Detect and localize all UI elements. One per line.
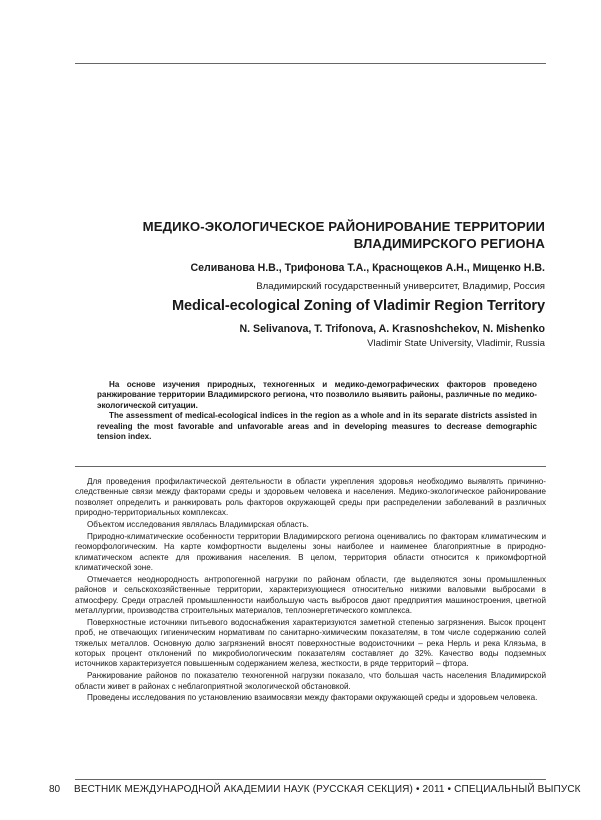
- authors-en: N. Selivanova, T. Trifonova, A. Krasnoshchekov, N. Mishenko: [239, 323, 545, 335]
- article-title-ru: МЕДИКО-ЭКОЛОГИЧЕСКОЕ РАЙОНИРОВАНИЕ ТЕРРИТОРИИ ВЛАДИМИРСКОГО РЕГИОНА: [142, 219, 545, 251]
- affiliation-en: Vladimir State University, Vladimir, Russia: [367, 338, 545, 349]
- body-paragraph: Проведены исследования по установлению взаимосвязи между факторами окружающей среды и здоровьем человека.: [87, 693, 538, 703]
- journal-name: ВЕСТНИК МЕЖДУНАРОДНОЙ АКАДЕМИИ НАУК (РУССКАЯ СЕКЦИЯ) • 2011 • СПЕЦИАЛЬНЫЙ ВЫПУСК: [74, 784, 581, 795]
- page-number: 80: [49, 784, 61, 795]
- body-paragraph: Для проведения профилактической деятельности в области укрепления здоровья необходимо выявлять причинно-следственные связи между факторами среды и здоровьем человека и населения. Медико-экологическое районирование позволяет определить и ранжировать роль факторов окружающей среды при распределении заболеваний в различных природно-территориальных комплексах.: [75, 477, 546, 518]
- abstract-ru: На основе изучения природных, техногенных и медико-демографических факторов проведено ранжирование территории Владимирского региона, что позволило выявить районы, различные по медико-экологической ситуации.: [97, 380, 537, 410]
- affiliation-ru: Владимирский государственный университет, Владимир, Россия: [256, 281, 545, 292]
- abstract: [97, 380, 537, 442]
- header-rule: [75, 63, 546, 64]
- body-paragraph: Ранжирование районов по показателю техногенной нагрузки показало, что большая часть населения Владимирской области живет в районах с неблагоприятной экологической обстановкой.: [75, 671, 546, 691]
- authors-ru: Селиванова Н.В., Трифонова Т.А., Краснощеков А.Н., Мищенко Н.В.: [190, 262, 545, 274]
- body-paragraph: Природно-климатические особенности территории Владимирского региона оценивались по факторам климатическим и геоморфологическим. На карте комфортности выделены зоны наиболее и наименее благоприятные в природно-климатическом аспекте для проживания населения. В целом, территория области относится к прикомфортной климатической зоне.: [75, 531, 546, 572]
- article-body: [75, 477, 546, 705]
- body-paragraph: Поверхностные источники питьевого водоснабжения характеризуются заметной степенью загрязнения. Высок процент проб, не отвечающих гигиеническим нормативам по санитарно-химическим показателям, в том числе содержанию солей тяжелых металлов. Основную долю загрязнений вносят поверхностные водоисточники – река Нерль и река Клязьма, в которых процент отклонений по микробиологическим показателям составляет до 32%. Качество воды подземных источников характеризуется повышенным содержанием железа, жесткости, в ряде территорий – фтора.: [75, 617, 546, 669]
- abstract-en: The assessment of medical-ecological indices in the region as a whole and in its separate districts assisted in revealing the most favorable and unfavorable areas and in developing measures to decrease demographic tension index.: [97, 411, 537, 442]
- body-paragraph: Объектом исследования являлась Владимирская область.: [87, 519, 309, 529]
- footer-rule: [75, 779, 546, 780]
- abstract-rule: [75, 466, 546, 467]
- article-title-en: Medical-ecological Zoning of Vladimir Region Territory: [171, 298, 545, 314]
- body-paragraph: Отмечается неоднородность антропогенной нагрузки по районам области, где выделяются зоны промышленных районов и сельскохозяйственные территории, характеризующиеся относительно низкими валовыми выбросами в атмосферу. Среди отраслей промышленности наибольшую часть выбросов дают предприятия машиностроения, цветной металлургии, производства строительных материалов, теплоэнергетического комплекса.: [75, 574, 546, 615]
